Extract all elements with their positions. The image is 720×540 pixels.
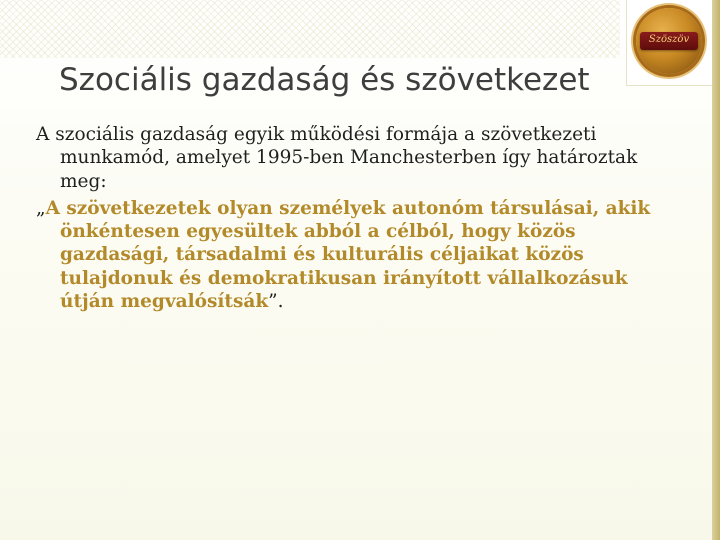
decorative-header-band <box>0 0 620 58</box>
paragraph-definition-intro: A szociális gazdaság egyik működési formája a szövetkezeti munkamód, amelyet 1995-ben Manchesterben így határoztak meg: <box>36 124 638 192</box>
decorative-side-strip <box>712 0 720 540</box>
slide-body <box>36 123 686 313</box>
logo-text: Szöszöv <box>648 34 690 45</box>
quote-text: A szövetkezetek olyan személyek autonóm társulásai, akik önkéntesen egyesültek abból a célból, hogy közös gazdasági, társadalmi és kulturális céljaikat közös tulajdonuk és demokratikusan irányított vállalkozásuk útján megvalósítsák <box>45 197 651 313</box>
open-quote-mark: „ <box>36 197 46 219</box>
paragraph-definition-quote <box>36 197 686 313</box>
close-quote-mark: ”. <box>268 291 284 313</box>
slide-title: Szociális gazdaság és szövetkezet <box>59 62 590 98</box>
